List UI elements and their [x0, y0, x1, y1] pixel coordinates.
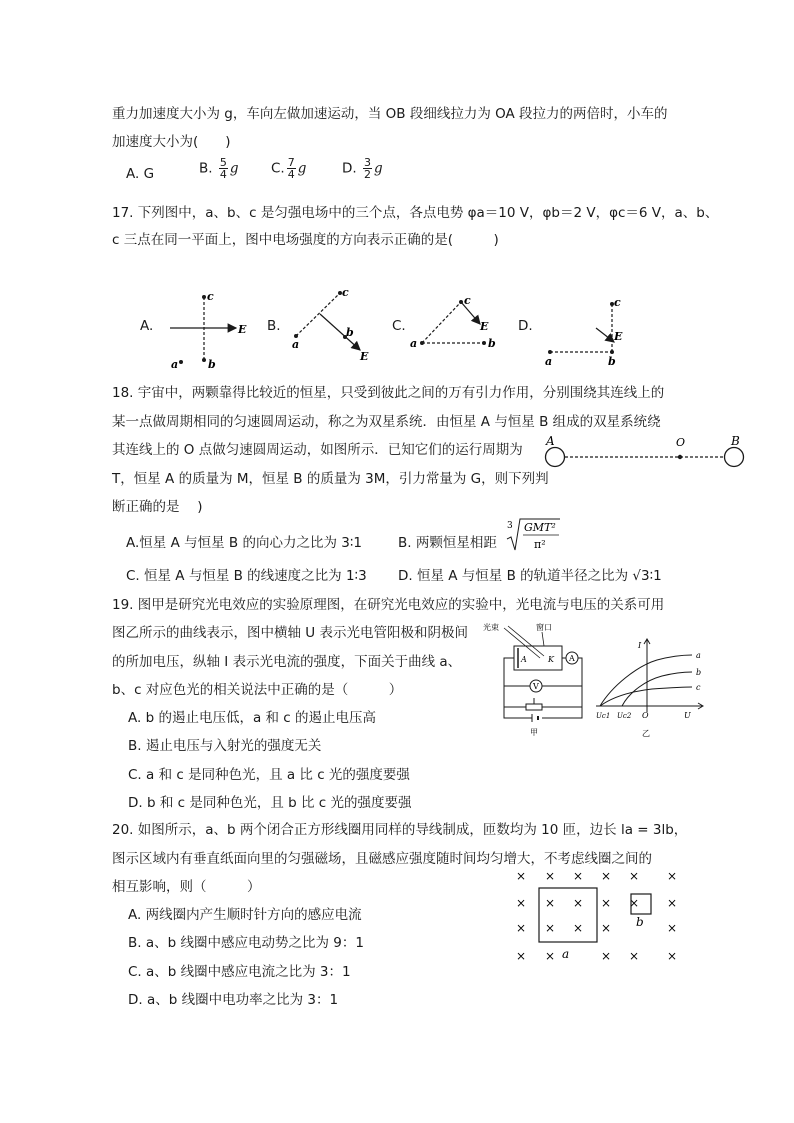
q19-label-beam: 光束	[483, 623, 499, 632]
q19-graph-label-u: U	[684, 711, 691, 720]
q20-field-cross: ×	[600, 921, 612, 935]
q16-option-c-var: g	[297, 160, 307, 177]
q17-a-point-a	[179, 360, 183, 364]
q20-field-cross: ×	[628, 869, 640, 883]
q19-label-window: 窗口	[536, 623, 552, 632]
q19-graph-label-uc1: Uc1	[596, 712, 611, 720]
q17-b-label-e: E	[360, 350, 369, 363]
q19-option-a: A. b 的遏止电压低，a 和 c 的遏止电压高	[128, 710, 377, 726]
q17-a-point-c	[202, 295, 206, 299]
q20-text-line1: 20. 如图所示，a、b 两个闭合正方形线圈用同样的导线制成，匝数均为 10 匝，边长 la = 3lb，	[112, 822, 688, 838]
q17-c-label-c: c	[464, 294, 471, 307]
q16-option-c-den: 4	[287, 168, 295, 181]
q18-text-line2: 某一点做周期相同的匀速圆周运动，称之为双星系统．由恒星 A 与恒星 B 组成的双星系统绕	[112, 414, 661, 430]
q20-magnetic-field-diagram	[505, 862, 695, 968]
q19-option-d: D. b 和 c 是同种色光，且 b 比 c 光的强度要强	[128, 795, 412, 811]
q19-text-line3: 的所加电压，纵轴 I 表示光电流的强度，下面关于曲线 a、	[112, 654, 462, 670]
q20-field-cross: ×	[544, 949, 556, 963]
q19-circuit-diagram	[480, 618, 590, 738]
q19-label-anode: A	[521, 655, 527, 664]
q18-label-o: O	[676, 436, 686, 449]
q20-field-cross: ×	[572, 869, 584, 883]
q19-curve-label-a: a	[696, 651, 701, 660]
q16-option-d	[342, 157, 383, 180]
q19-text-line2: 图乙所示的曲线表示，图中横轴 U 表示光电管阳极和阴极间	[112, 625, 468, 641]
q17-d-point-b	[610, 350, 614, 354]
q16-text-line1: 重力加速度大小为 g，车向左做加速运动，当 OB 段细线拉力为 OA 段拉力的两倍时，小车的	[112, 106, 668, 122]
q19-rheostat	[526, 704, 542, 710]
q20-option-a: A. 两线圈内产生顺时针方向的感应电流	[128, 907, 362, 923]
q17-c-dashed-side	[422, 302, 461, 343]
q16-option-d-num: 3	[363, 156, 371, 169]
q16-option-b-prefix: B.	[199, 160, 213, 177]
q17-option-a-label: A.	[140, 318, 154, 334]
q19-label-jia: 甲	[530, 728, 538, 737]
q17-d-label-a: a	[545, 355, 553, 368]
q16-option-c	[271, 157, 306, 180]
q20-coil-label-b: b	[636, 915, 644, 929]
q18-text-line5: 断正确的是 )	[112, 499, 203, 515]
q17-d-label-b: b	[608, 355, 616, 368]
q20-option-c: C. a、b 线圈中感应电流之比为 3：1	[128, 964, 351, 980]
q20-field-cross: ×	[515, 921, 527, 935]
q20-option-b: B. a、b 线圈中感应电动势之比为 9：1	[128, 935, 364, 951]
q16-option-c-fraction	[287, 157, 296, 180]
q19-label-ammeter: A	[569, 654, 575, 663]
q20-field-cross: ×	[515, 869, 527, 883]
q16-option-d-var: g	[373, 160, 383, 177]
q18-option-b-text: B. 两颗恒星相距	[398, 535, 497, 551]
q20-field-cross: ×	[600, 896, 612, 910]
q18-star-b	[725, 448, 744, 467]
q18-text-line3: 其连线上的 O 点做匀速圆周运动，如图所示．已知它们的运行周期为	[112, 442, 523, 458]
q20-field-cross: ×	[572, 896, 584, 910]
q19-option-b: B. 遏止电压与入射光的强度无关	[128, 738, 322, 754]
q16-option-b-var: g	[229, 160, 239, 177]
q20-field-cross: ×	[544, 921, 556, 935]
q18-text-line4: T，恒星 A 的质量为 M，恒星 B 的质量为 3M，引力常量为 G，则下列判	[112, 471, 549, 487]
q18-option-c: C. 恒星 A 与恒星 B 的线速度之比为 1∶3	[126, 568, 367, 584]
q19-text-line4: b、c 对应色光的相关说法中正确的是（ ）	[112, 682, 403, 698]
q17-b-field-arrow	[320, 314, 360, 350]
q17-c-point-b	[482, 341, 486, 345]
q20-text-line2: 图示区域内有垂直纸面向里的匀强磁场，且磁感应强度随时间均匀增大，不考虑线圈之间的	[112, 851, 652, 867]
q17-c-label-b: b	[488, 337, 496, 350]
q17-a-label-e: E	[238, 323, 247, 336]
q16-text-line2: 加速度大小为( )	[112, 134, 231, 150]
q18-option-a: A.恒星 A 与恒星 B 的向心力之比为 3∶1	[126, 535, 362, 551]
q20-field-cross: ×	[628, 896, 640, 910]
q20-field-cross: ×	[544, 869, 556, 883]
q17-text-line1: 17. 下列图中，a、b、c 是匀强电场中的三个点，各点电势 φa＝10 V，φb＝2 V，φc＝6 V，a、b、	[112, 205, 719, 221]
q18-option-b-root-expression	[505, 515, 565, 555]
q20-field-cross: ×	[666, 896, 678, 910]
q19-iu-graph	[592, 636, 712, 744]
q16-option-d-den: 2	[363, 168, 371, 181]
q17-c-point-c	[459, 300, 463, 304]
q18-binary-star-diagram	[538, 432, 758, 474]
q16-option-b-fraction	[219, 157, 228, 180]
q18-root-denominator: π²	[534, 538, 546, 551]
q16-option-d-fraction	[363, 157, 372, 180]
q16-option-d-prefix: D.	[342, 160, 357, 177]
q17-b-label-b: b	[346, 326, 354, 339]
q19-text-line1: 19. 图甲是研究光电效应的实验原理图，在研究光电效应的实验中，光电流与电压的关系可用	[112, 597, 665, 613]
q17-option-c-label: C.	[392, 318, 406, 334]
q17-diagram-c	[410, 294, 496, 350]
q19-label-yi: 乙	[642, 729, 650, 738]
q17-option-b-label: B.	[267, 318, 281, 334]
q17-diagram-d	[545, 296, 623, 368]
q17-b-label-c: c	[342, 286, 349, 299]
q17-d-label-e: E	[614, 330, 623, 343]
q17-c-label-a: a	[410, 337, 418, 350]
q19-graph-label-i: I	[638, 641, 642, 650]
q17-a-label-c: c	[207, 290, 214, 303]
q20-coil-label-a: a	[562, 947, 570, 961]
q19-curve-label-c: c	[696, 683, 701, 692]
q19-label-cathode: K	[548, 655, 554, 664]
q20-field-cross: ×	[515, 896, 527, 910]
q19-graph-label-uc2: Uc2	[617, 712, 632, 720]
q19-light-ray-1	[504, 628, 540, 658]
q18-text-line1: 18. 宇宙中，两颗靠得比较近的恒星，只受到彼此之间的万有引力作用，分别围绕其连线上的	[112, 385, 665, 401]
q20-option-d: D. a、b 线圈中电功率之比为 3：1	[128, 992, 339, 1008]
q16-option-c-num: 7	[287, 156, 295, 169]
q19-label-voltmeter: V	[533, 682, 539, 691]
q16-option-b	[199, 157, 239, 180]
q17-c-label-e: E	[480, 320, 489, 333]
q19-curve-label-b: b	[696, 668, 702, 677]
q18-root-numerator: GMT²	[524, 521, 556, 534]
q17-diagram-a	[170, 290, 247, 371]
q17-c-point-a	[420, 341, 424, 345]
q20-field-cross: ×	[600, 949, 612, 963]
q17-d-point-a	[548, 350, 552, 354]
q20-field-cross: ×	[666, 949, 678, 963]
q20-field-cross: ×	[666, 921, 678, 935]
q17-a-label-a: a	[171, 358, 179, 371]
q17-option-d-label: D.	[518, 318, 533, 334]
q20-field-cross: ×	[666, 869, 678, 883]
q20-field-cross: ×	[572, 921, 584, 935]
q20-text-line3: 相互影响，则（ ）	[112, 879, 261, 895]
q20-field-cross: ×	[600, 869, 612, 883]
q17-text-line2: c 三点在同一平面上，图中电场强度的方向表示正确的是( )	[112, 232, 499, 248]
q17-b-label-a: a	[292, 338, 300, 351]
q18-option-d: D. 恒星 A 与恒星 B 的轨道半径之比为 √3∶1	[398, 568, 662, 584]
q19-curve-c	[600, 687, 692, 706]
q17-d-field-arrow	[596, 328, 614, 342]
q18-point-o	[678, 455, 682, 459]
q19-graph-label-o: O	[642, 711, 649, 720]
q20-field-cross: ×	[628, 949, 640, 963]
q20-field-cross: ×	[544, 896, 556, 910]
q20-field-cross: ×	[515, 949, 527, 963]
q16-option-a: A. G	[126, 166, 155, 182]
q17-b-dashed-line	[296, 293, 340, 336]
q16-option-b-den: 4	[219, 168, 227, 181]
q18-label-b: B	[731, 434, 740, 448]
q18-star-a	[546, 448, 565, 467]
q16-option-c-prefix: C.	[271, 160, 285, 177]
q16-option-b-num: 5	[219, 156, 227, 169]
q17-a-point-b	[202, 358, 206, 362]
q18-root-index: 3	[507, 521, 513, 531]
q18-label-a: A	[546, 434, 555, 448]
q19-option-c: C. a 和 c 是同种色光，且 a 比 c 光的强度要强	[128, 767, 410, 783]
q17-d-label-c: c	[614, 296, 621, 309]
q17-diagrams	[0, 280, 794, 375]
q19-window-pointer	[542, 632, 544, 646]
q17-a-label-b: b	[208, 358, 216, 371]
q17-diagram-b	[292, 286, 369, 363]
